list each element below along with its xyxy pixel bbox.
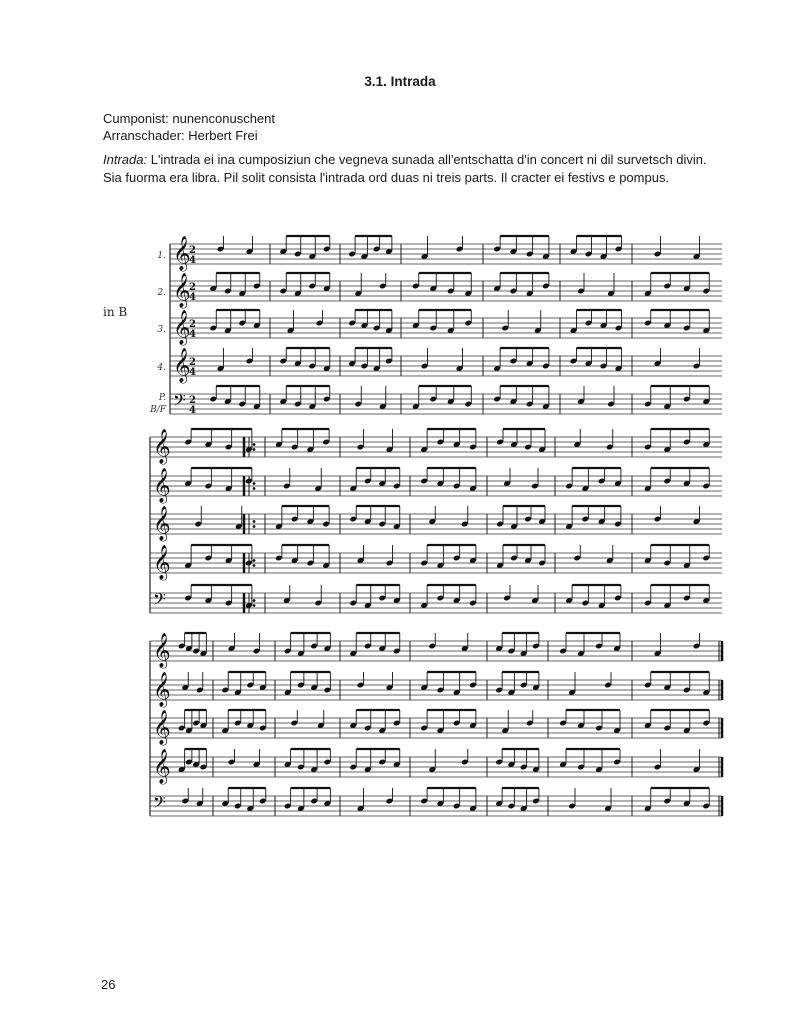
repeat-dot bbox=[253, 564, 256, 567]
page-title: 3.1. Intrada bbox=[364, 74, 436, 89]
treble-clef: 𝄞 bbox=[153, 710, 171, 745]
repeat-dot bbox=[253, 559, 256, 562]
time-signature-top: 2 bbox=[189, 245, 196, 256]
treble-clef: 𝄞 bbox=[153, 545, 171, 580]
treble-clef: 𝄞 bbox=[153, 468, 171, 503]
instrument-label: 1. bbox=[157, 251, 166, 261]
treble-clef: 𝄞 bbox=[153, 429, 171, 464]
treble-clef: 𝄞 bbox=[153, 672, 171, 707]
intro-text-line-1: L'intrada ei ina cumposiziun che vegneva sunada all'entschatta d'in concert ni dil survetsch divin. bbox=[150, 152, 707, 167]
repeat-dot bbox=[253, 604, 256, 607]
treble-clef: 𝄞 bbox=[173, 236, 191, 271]
intro-label: Intrada: bbox=[103, 152, 148, 167]
bass-clef: 𝄢 bbox=[153, 589, 166, 613]
repeat-dot bbox=[253, 520, 256, 523]
transposition-label: in B bbox=[103, 305, 128, 319]
composer-line: Cumponist: nunenconuschent bbox=[103, 111, 276, 126]
bass-clef: 𝄢 bbox=[173, 390, 186, 414]
repeat-dot bbox=[253, 525, 256, 528]
time-signature-bottom: 4 bbox=[189, 367, 196, 378]
treble-clef: 𝄞 bbox=[153, 633, 171, 668]
instrument-label: 4. bbox=[157, 363, 166, 373]
repeat-dot bbox=[253, 443, 256, 446]
time-signature-bottom: 4 bbox=[189, 255, 196, 266]
bass-label-line-1: P. bbox=[158, 393, 166, 403]
bass-label-line-2: B/F bbox=[150, 405, 166, 415]
arranger-line: Arranschader: Herbert Frei bbox=[103, 128, 258, 143]
repeat-dot bbox=[253, 482, 256, 485]
treble-clef: 𝄞 bbox=[173, 310, 191, 345]
repeat-dot bbox=[253, 599, 256, 602]
treble-clef: 𝄞 bbox=[153, 749, 171, 784]
treble-clef: 𝄞 bbox=[173, 348, 191, 383]
time-signature-top: 2 bbox=[189, 357, 196, 368]
bass-clef: 𝄢 bbox=[153, 792, 166, 816]
repeat-dot bbox=[253, 448, 256, 451]
page-number: 26 bbox=[101, 977, 116, 992]
instrument-label: 2. bbox=[157, 288, 166, 298]
intro-text-line-2: Sia fuorma era libra. Pil solit consista l'intrada ord duas ni treis parts. Il cracter ei festivs e pompus. bbox=[103, 170, 670, 185]
time-signature-top: 2 bbox=[189, 395, 196, 406]
treble-clef: 𝄞 bbox=[153, 506, 171, 541]
time-signature-bottom: 4 bbox=[189, 292, 196, 303]
instrument-label: 3. bbox=[157, 325, 166, 335]
time-signature-top: 2 bbox=[189, 319, 196, 330]
time-signature-top: 2 bbox=[189, 282, 196, 293]
repeat-dot bbox=[253, 487, 256, 490]
time-signature-bottom: 4 bbox=[189, 405, 196, 416]
time-signature-bottom: 4 bbox=[189, 329, 196, 340]
treble-clef: 𝄞 bbox=[173, 273, 191, 308]
